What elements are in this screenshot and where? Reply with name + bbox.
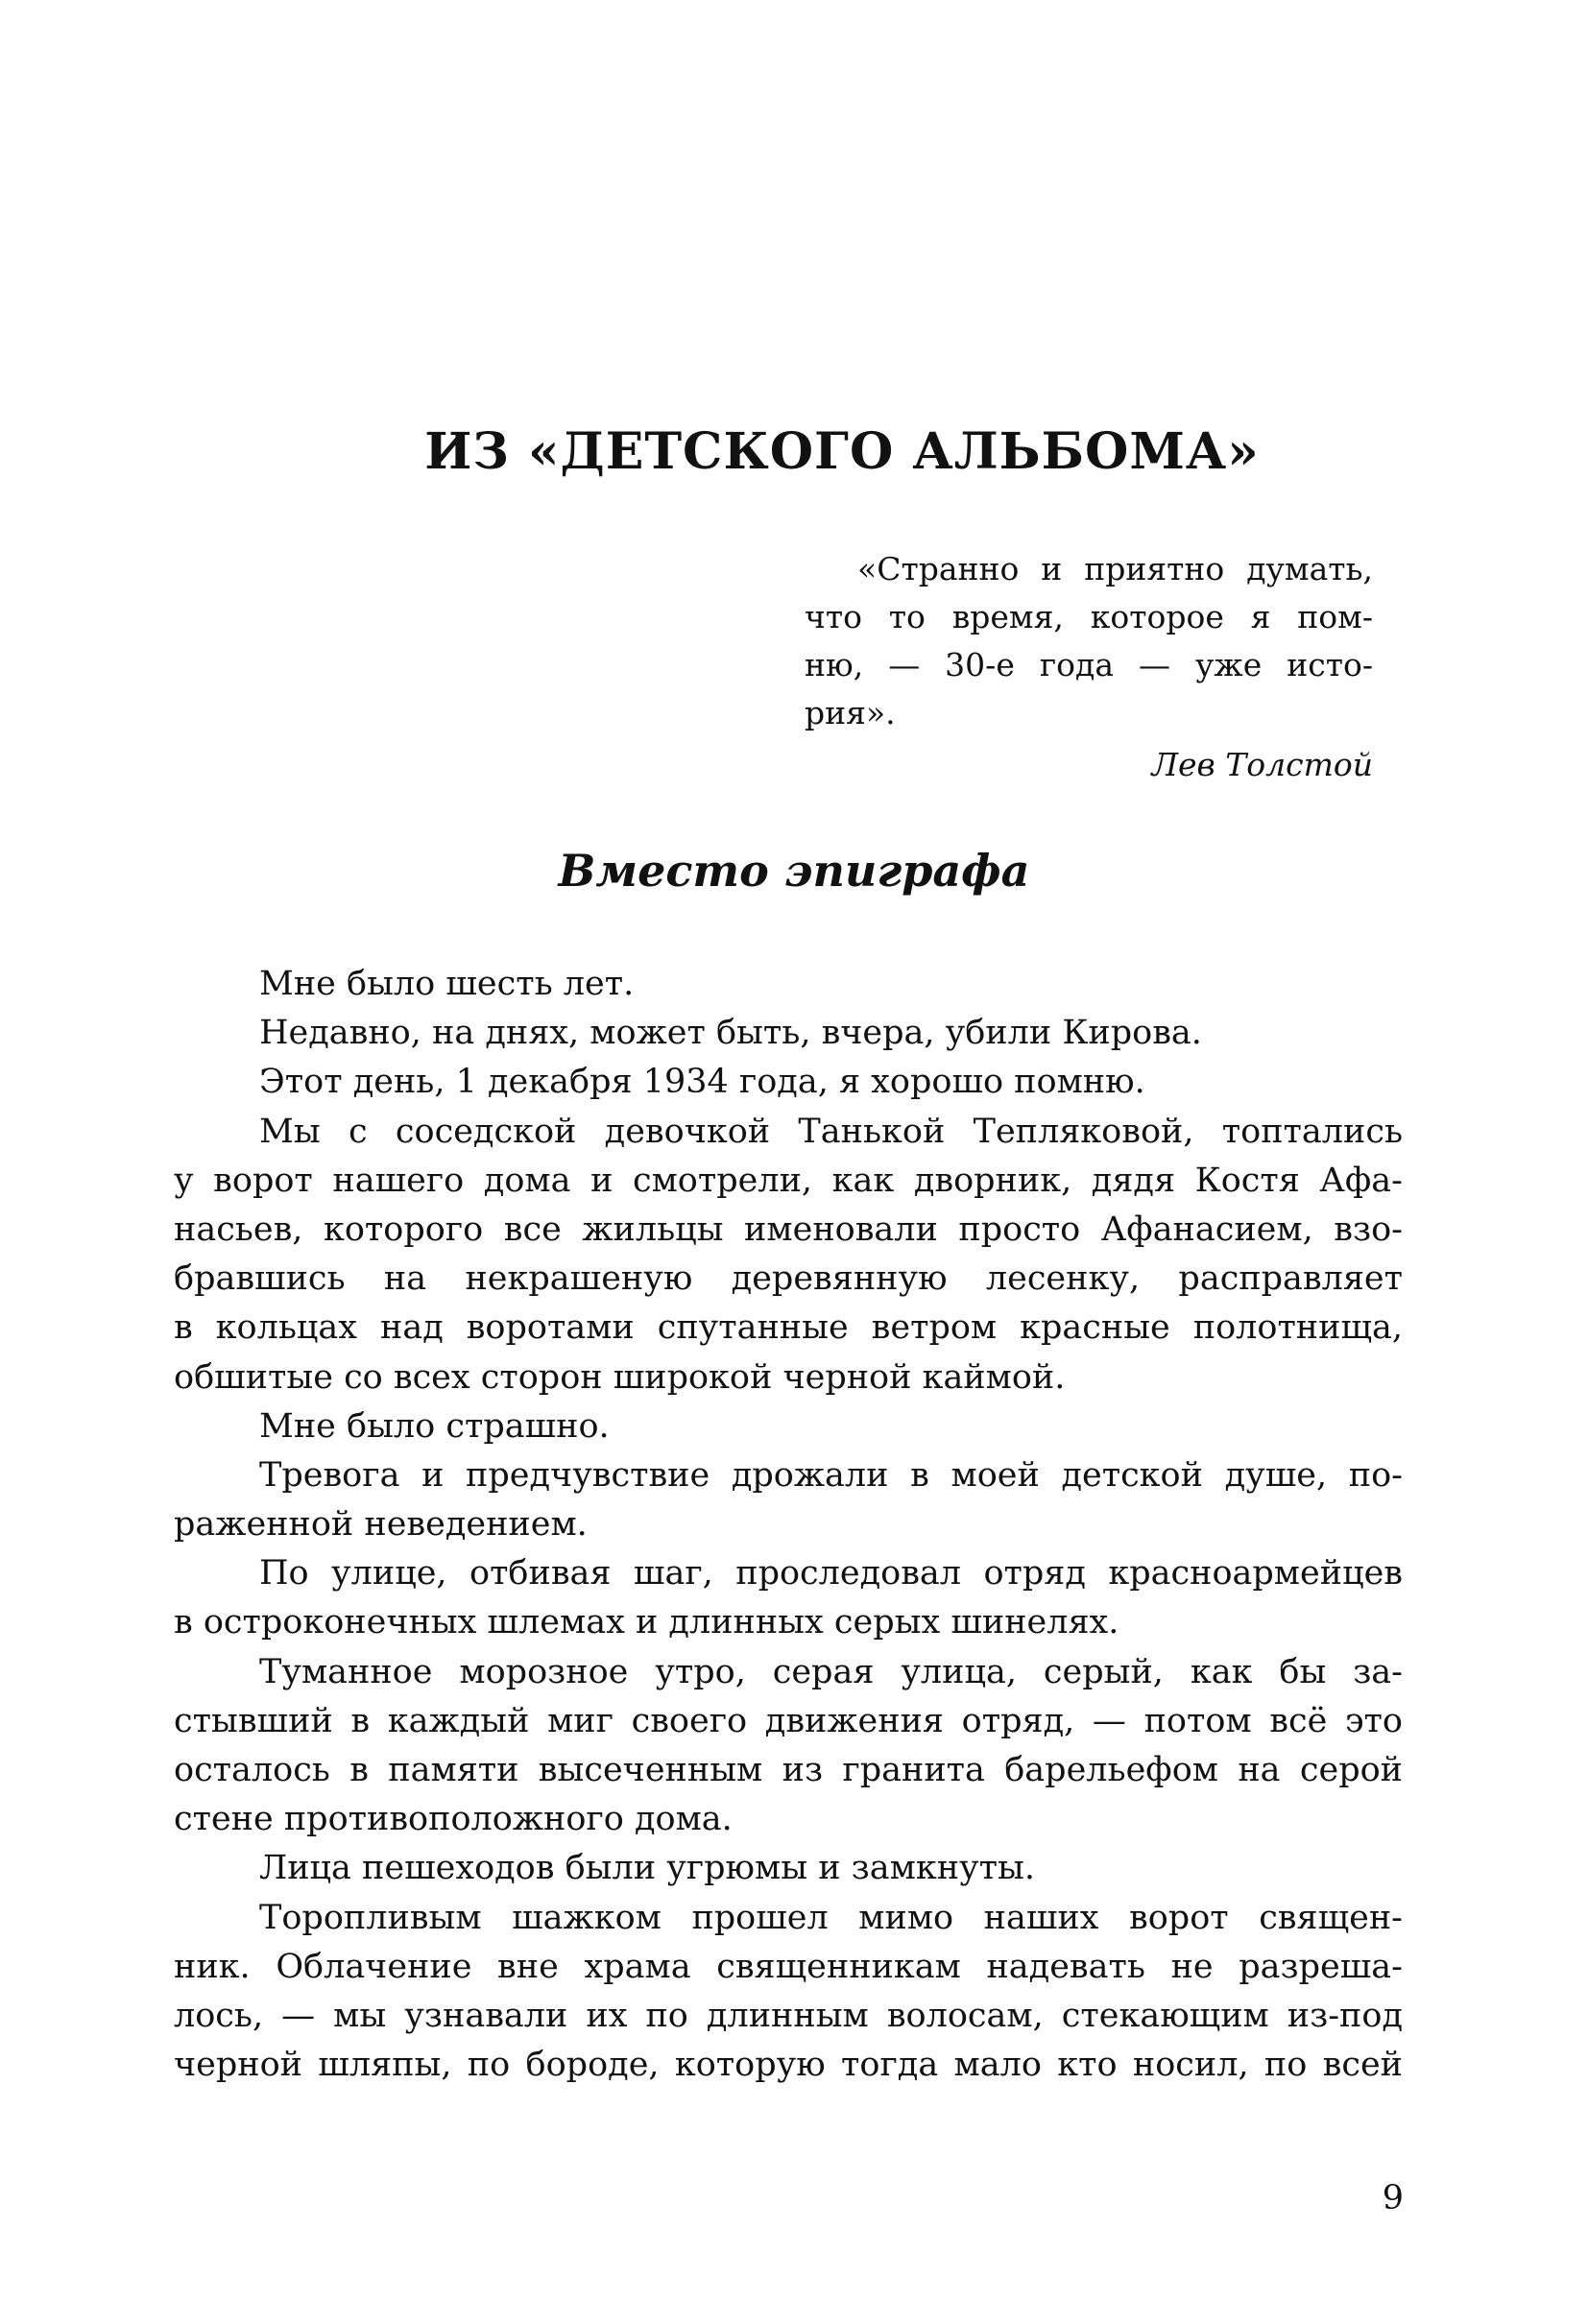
text-line: у ворот нашего дома и смотрели, как дворник, дядя Костя Афа- (174, 1161, 1403, 1200)
text-line: Тревога и предчувствие дрожали в моей детской душе, по- (259, 1455, 1403, 1495)
epigraph-line: «Странно и приятно думать, (857, 550, 1373, 587)
text-line: в остроконечных шлемах и длинных серых шинелях. (174, 1603, 1119, 1642)
text-line: лось, — мы узнавали их по длинным волосам, стекающим из-под (174, 1996, 1403, 2035)
text-line: Этот день, 1 декабря 1934 года, я хорошо помню. (259, 1063, 1145, 1102)
epigraph-line: что то время, которое я пом- (805, 598, 1373, 635)
text-line: По улице, отбивая шаг, проследовал отряд красноармейцев (259, 1554, 1403, 1593)
text-line: Мне было шесть лет. (259, 965, 635, 1003)
page-number: 9 (1382, 2179, 1404, 2217)
text-line: Туманное морозное утро, серая улица, серый, как бы за- (259, 1652, 1403, 1691)
text-line: ник. Облачение вне храма священникам надевать не разреша- (174, 1947, 1403, 1986)
body-text (174, 960, 1403, 2090)
text-line: бравшись на некрашеную деревянную лесенку, расправляет (174, 1259, 1403, 1299)
epigraph (805, 545, 1373, 789)
text-line: раженной неведением. (174, 1505, 588, 1545)
text-line: обшитые со всех сторон широкой черной каймой. (174, 1357, 1066, 1397)
epigraph-author: Лев Толстой (1151, 746, 1373, 783)
text-line: Мне было страшно. (259, 1406, 610, 1446)
text-line: осталось в памяти высеченным из гранита барельефом на серой (174, 1751, 1403, 1789)
text-line: Торопливым шажком прошел мимо наших ворот священ- (259, 1898, 1403, 1937)
chapter-title: ИЗ «ДЕТСКОГО АЛЬБОМА» (424, 422, 1260, 481)
text-line: стене противоположного дома. (174, 1800, 733, 1839)
text-line: Мы с соседской девочкой Танькой Тепляковой, топтались (259, 1112, 1403, 1151)
text-line: Лица пешеходов были угрюмы и замкнуты. (259, 1849, 1035, 1888)
epigraph-line: рия». (805, 694, 896, 731)
text-line: в кольцах над воротами спутанные ветром красные полотнища, (174, 1308, 1403, 1348)
text-line: Недавно, на днях, может быть, вчера, убили Кирова. (259, 1014, 1202, 1053)
text-line: черной шляпы, по бороде, которую тогда мало кто носил, по всей (174, 2046, 1403, 2085)
text-line: насьев, которого все жильцы именовали просто Афанасием, взо- (174, 1210, 1403, 1249)
epigraph-line: ню, — 30-е года — уже исто- (805, 646, 1373, 683)
section-subtitle: Вместо эпиграфа (558, 845, 1030, 897)
text-line: стывший в каждый миг своего движения отряд, — потом всё это (174, 1701, 1403, 1740)
